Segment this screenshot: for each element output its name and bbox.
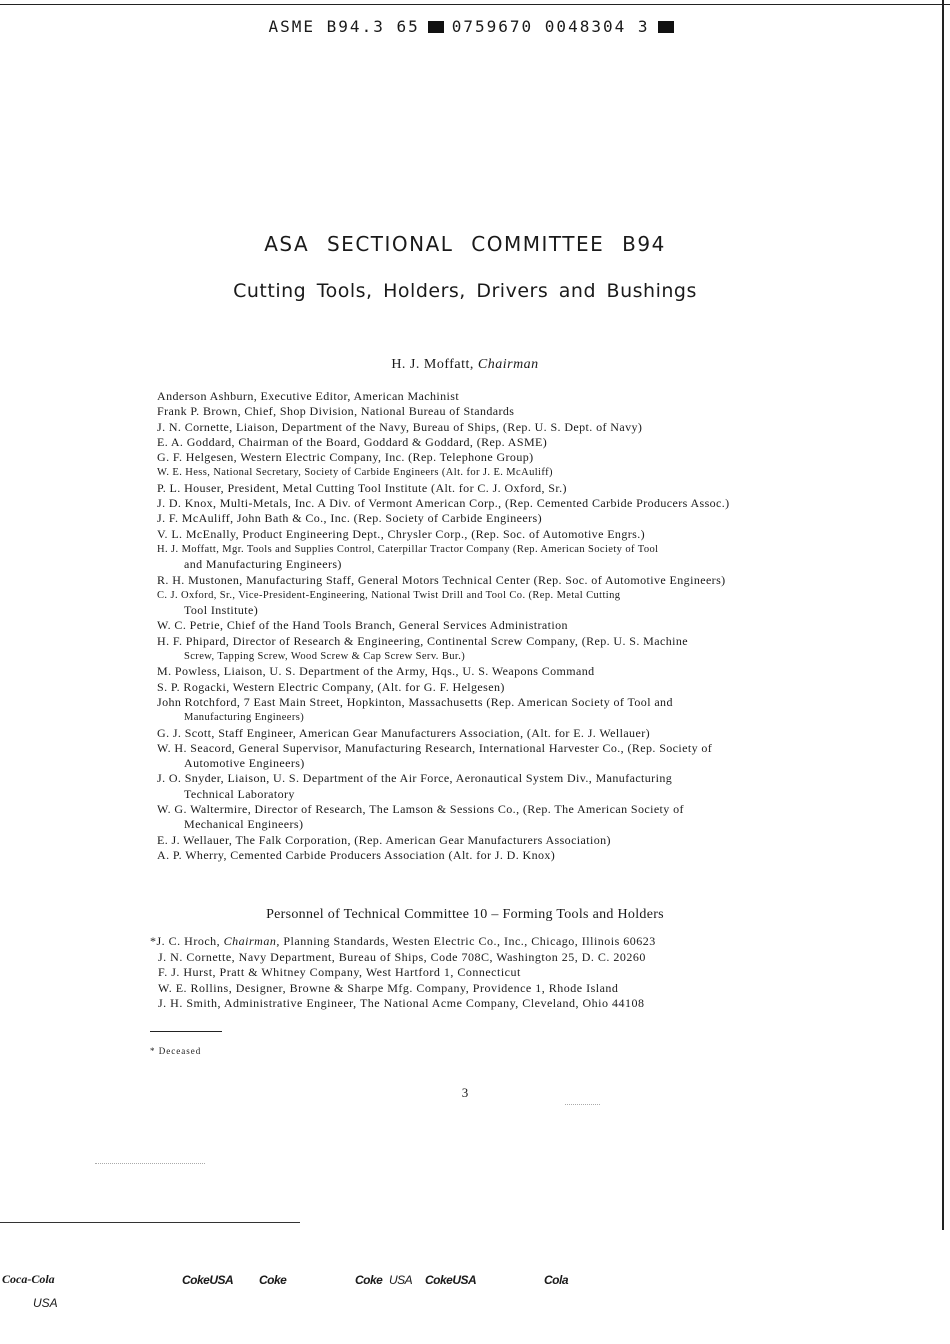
tc-chair-role: Chairman, bbox=[223, 934, 280, 948]
member-line: W. E. Hess, National Secretary, Society of Carbide Engineers (Alt. for J. E. McAuliff) bbox=[157, 467, 553, 479]
committee-title: ASA SECTIONAL COMMITTEE B94 bbox=[264, 232, 666, 256]
member-line-continued: Tool Institute) bbox=[184, 603, 259, 618]
member-line: E. J. Wellauer, The Falk Corporation, (Rep. American Gear Manufacturers Association) bbox=[157, 832, 611, 847]
chairman-line bbox=[0, 357, 930, 373]
black-block-mark-end bbox=[658, 21, 674, 33]
member-line: Frank P. Brown, Chief, Shop Division, National Bureau of Standards bbox=[157, 404, 515, 419]
member-line-continued: Screw, Tapping Screw, Wood Screw & Cap Screw Serv. Bur.) bbox=[184, 651, 466, 663]
chairman-role: Chairman bbox=[477, 357, 539, 372]
watermark-coke-usa: CokeUSA bbox=[182, 1273, 234, 1287]
member-line: G. F. Helgesen, Western Electric Company, Inc. (Rep. Telephone Group) bbox=[157, 450, 534, 465]
member-line: G. J. Scott, Staff Engineer, American Gear Manufacturers Association, (Alt. for E. J. Wellauer) bbox=[157, 725, 650, 740]
footnote-divider bbox=[150, 1031, 222, 1032]
bottom-rule-line bbox=[0, 1222, 300, 1223]
chairman-name: H. J. Moffatt, bbox=[391, 357, 474, 372]
member-line-continued: Automotive Engineers) bbox=[184, 756, 305, 771]
member-line: Anderson Ashburn, Executive Editor, American Machinist bbox=[157, 389, 460, 403]
tc-member-line: W. E. Rollins, Designer, Browne & Sharpe Mfg. Company, Providence 1, Rhode Island bbox=[158, 980, 619, 995]
technical-committee-title: Personnel of Technical Committee 10 – Forming Tools and Holders bbox=[266, 907, 664, 922]
member-line: J. N. Cornette, Liaison, Department of the Navy, Bureau of Ships, (Rep. U. S. Dept. of Navy) bbox=[157, 419, 643, 434]
committee-subtitle: Cutting Tools, Holders, Drivers and Bushings bbox=[233, 280, 697, 302]
member-line: W. H. Seacord, General Supervisor, Manufacturing Research, International Harvester Co., (Rep. Society of bbox=[157, 740, 713, 755]
watermark-cola: Cola bbox=[544, 1273, 569, 1287]
member-line: John Rotchford, 7 East Main Street, Hopkinton, Massachusetts (Rep. American Society of Tool and bbox=[157, 694, 673, 709]
watermark-usa-bottom: USA bbox=[33, 1296, 58, 1310]
member-line-continued: Manufacturing Engineers) bbox=[184, 712, 305, 724]
coca-cola-logo: Coca-Cola bbox=[2, 1272, 55, 1286]
technical-committee-list bbox=[150, 934, 850, 1012]
watermark-coke: Coke bbox=[259, 1273, 287, 1287]
member-line-continued: Technical Laboratory bbox=[184, 786, 295, 801]
member-line: H. F. Phipard, Director of Research & Engineering, Continental Screw Company, (Rep. U. S. Machine bbox=[157, 633, 688, 648]
scan-smudge bbox=[95, 1163, 205, 1164]
tc-chair-name: *J. C. Hroch, bbox=[150, 934, 221, 948]
member-line: C. J. Oxford, Sr., Vice-President-Engineering, National Twist Drill and Tool Co. (Rep. Metal Cutting bbox=[157, 589, 621, 601]
technical-committee-chair bbox=[150, 934, 850, 950]
black-block-mark bbox=[428, 21, 444, 33]
doc-code-right: 0759670 0048304 3 bbox=[451, 17, 650, 36]
member-line: E. A. Goddard, Chairman of the Board, Goddard & Goddard, (Rep. ASME) bbox=[157, 434, 548, 449]
tc-member-line: J. H. Smith, Administrative Engineer, The National Acme Company, Cleveland, Ohio 44108 bbox=[158, 996, 645, 1010]
watermark-coke: Coke bbox=[355, 1273, 383, 1287]
member-line: R. H. Mustonen, Manufacturing Staff, General Motors Technical Center (Rep. Soc. of Automotive Engineers) bbox=[157, 572, 726, 587]
member-line-continued: Mechanical Engineers) bbox=[184, 817, 304, 832]
right-border-line bbox=[942, 0, 944, 1230]
watermark-usa: USA bbox=[389, 1273, 413, 1287]
member-line: W. C. Petrie, Chief of the Hand Tools Branch, General Services Administration bbox=[157, 618, 568, 633]
member-line: S. P. Rogacki, Western Electric Company, (Alt. for G. F. Helgesen) bbox=[157, 679, 505, 694]
member-line: V. L. McEnally, Product Engineering Dept., Chrysler Corp., (Rep. Soc. of Automotive Engrs.) bbox=[157, 526, 645, 541]
member-line: H. J. Moffatt, Mgr. Tools and Supplies Control, Caterpillar Tractor Company (Rep. American Society of Tool bbox=[157, 543, 659, 555]
committee-members-list bbox=[157, 389, 847, 863]
member-line-continued: and Manufacturing Engineers) bbox=[184, 557, 342, 572]
footnote-deceased: * Deceased bbox=[150, 1046, 202, 1056]
tc-member-line: J. N. Cornette, Navy Department, Bureau of Ships, Code 708C, Washington 25, D. C. 20260 bbox=[158, 949, 646, 964]
member-line: J. O. Snyder, Liaison, U. S. Department of the Air Force, Aeronautical System Div., Manufacturing bbox=[157, 771, 673, 786]
document-code-header bbox=[0, 17, 950, 36]
watermark-coke-usa: CokeUSA bbox=[425, 1273, 477, 1287]
scan-smudge bbox=[565, 1104, 600, 1105]
member-line: W. G. Waltermire, Director of Research, The Lamson & Sessions Co., (Rep. The American Society of bbox=[157, 802, 684, 817]
member-line: P. L. Houser, President, Metal Cutting Tool Institute (Alt. for C. J. Oxford, Sr.) bbox=[157, 480, 567, 495]
page-number: 3 bbox=[461, 1085, 469, 1100]
member-line: A. P. Wherry, Cemented Carbide Producers Association (Alt. for J. D. Knox) bbox=[157, 847, 556, 862]
member-line: M. Powless, Liaison, U. S. Department of the Army, Hqs., U. S. Weapons Command bbox=[157, 664, 595, 679]
tc-chair-details: Planning Standards, Westen Electric Co., Inc., Chicago, Illinois 60623 bbox=[283, 934, 656, 948]
member-line: J. D. Knox, Multi-Metals, Inc. A Div. of Vermont American Corp., (Rep. Cemented Carbide Producers Assoc.) bbox=[157, 496, 730, 511]
tc-member-line: F. J. Hurst, Pratt & Whitney Company, West Hartford 1, Connecticut bbox=[158, 965, 521, 979]
member-line: J. F. McAuliff, John Bath & Co., Inc. (Rep. Society of Carbide Engineers) bbox=[157, 511, 542, 526]
top-border-line bbox=[0, 4, 950, 5]
doc-code-left: ASME B94.3 65 bbox=[268, 17, 420, 36]
